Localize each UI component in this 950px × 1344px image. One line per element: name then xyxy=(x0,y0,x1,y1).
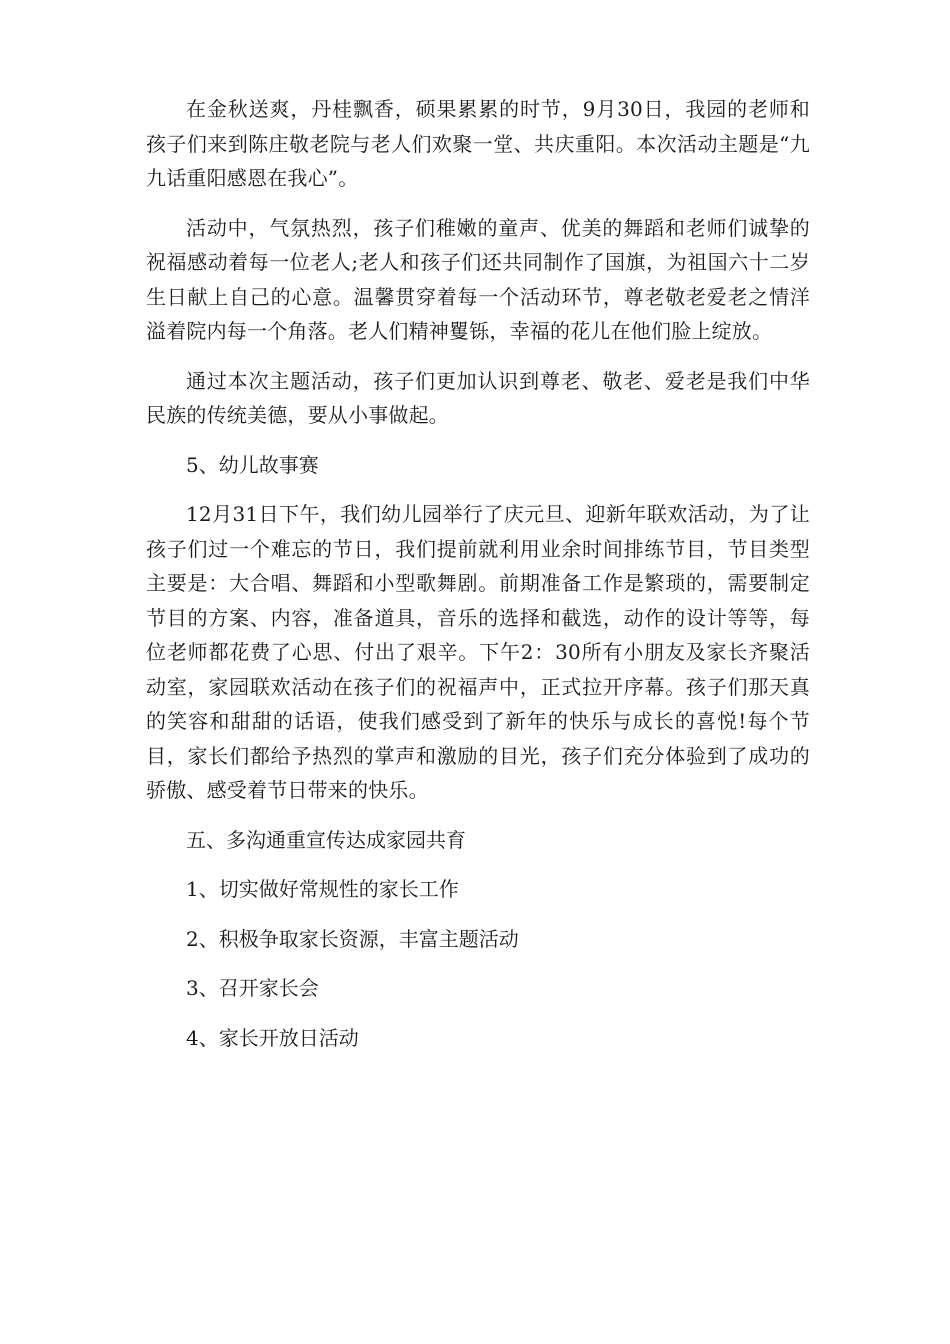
paragraph-chongyang-intro: 在金秋送爽，丹桂飘香，硕果累累的时节，9月30日，我园的老师和孩子们来到陈庄敬老院与老人们欢聚一堂、共庆重阳。本次活动主题是“九九话重阳感恩在我心”。 xyxy=(146,97,810,190)
list-item-open-day: 4、家长开放日活动 xyxy=(186,1025,359,1050)
list-item-parent-meeting: 3、召开家长会 xyxy=(186,976,319,1000)
list-item-parent-resources: 2、积极争取家长资源，丰富主题活动 xyxy=(186,926,519,951)
paragraph-activity-summary: 通过本次主题活动，孩子们更加认识到尊老、敬老、爱老是我们中华民族的传统美德，要从小事做起。 xyxy=(146,368,810,427)
list-item-parent-work: 1、切实做好常规性的家长工作 xyxy=(186,877,459,901)
paragraph-new-year-party: 12月31日下午，我们幼儿园举行了庆元旦、迎新年联欢活动，为了让孩子们过一个难忘的节日，我们提前就利用业余时间排练节目，节目类型主要是：大合唱、舞蹈和小型歌舞剧。前期准备工作是繁琐的，需要制定节目的方案、内容，准备道具，音乐的选择和截选，动作的设计等等，每位老师都花费了心思、付出了艰辛。下午2：30所有小朋友及家长齐聚活动室，家园联欢活动在孩子们的祝福声中，正式拉开序幕。孩子们那天真的笑容和甜甜的话语，使我们感受到了新年的快乐与成长的喜悦!每个节目，家长们都给予热烈的掌声和激励的目光，孩子们充分体验到了成功的骄傲、感受着节日带来的快乐。 xyxy=(146,502,810,802)
heading-home-school-cooperation: 五、多沟通重宣传达成家园共育 xyxy=(186,827,466,852)
heading-story-contest: 5、幼儿故事赛 xyxy=(186,452,319,477)
document-body xyxy=(146,92,810,1070)
paragraph-activity-description: 活动中，气氛热烈，孩子们稚嫩的童声、优美的舞蹈和老师们诚挚的祝福感动着每一位老人;老人和孩子们还共同制作了国旗，为祖国六十二岁生日献上自己的心意。温馨贯穿着每一个活动环节，尊老敬老爱老之情洋溢着院内每一个角落。老人们精神矍铄，幸福的花儿在他们脸上绽放。 xyxy=(146,215,810,343)
